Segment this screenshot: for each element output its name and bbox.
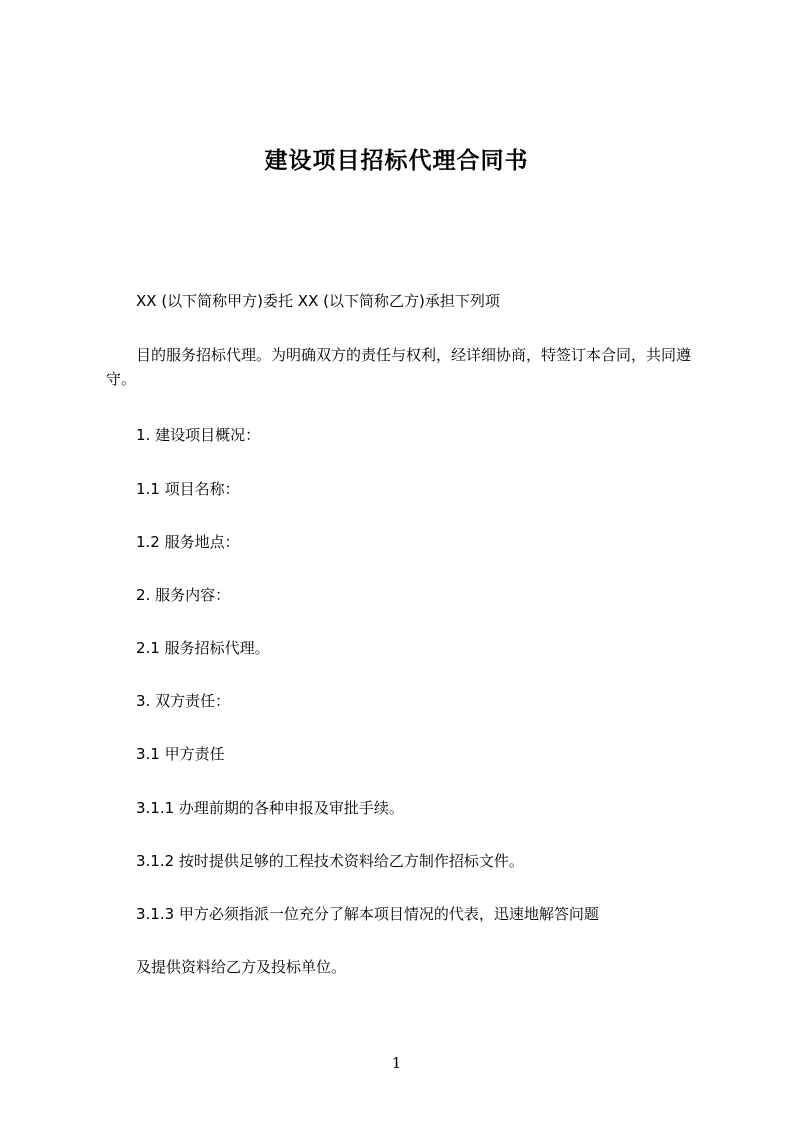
section-1-1: 1.1 项目名称：	[136, 480, 240, 498]
section-3-1-3: 3.1.3 甲方必须指派一位充分了解本项目情况的代表，迅速地解答问题	[136, 905, 599, 923]
document-title: 建设项目招标代理合同书	[264, 148, 529, 174]
section-3-1-2: 3.1.2 按时提供足够的工程技术资料给乙方制作招标文件。	[136, 852, 524, 870]
section-2-1: 2.1 服务招标代理。	[136, 639, 270, 657]
page-number: 1	[391, 1054, 402, 1072]
intro-paragraph: 目的服务招标代理。为明确双方的责任与权利，经详细协商，特签订本合同，共同遵守。	[106, 346, 692, 388]
section-1-2: 1.2 服务地点：	[136, 533, 240, 551]
section-3-1-1: 3.1.1 办理前期的各种申报及审批手续。	[136, 799, 404, 817]
section-1: 1. 建设项目概况：	[136, 426, 261, 444]
section-3: 3. 双方责任：	[136, 692, 231, 710]
section-3-1: 3.1 甲方责任	[136, 745, 225, 763]
section-2: 2. 服务内容：	[136, 586, 231, 604]
intro-line: XX (以下简称甲方)委托 XX (以下简称乙方)承担下列项	[136, 292, 500, 310]
section-3-1-3-continued: 及提供资料给乙方及投标单位。	[136, 958, 347, 976]
